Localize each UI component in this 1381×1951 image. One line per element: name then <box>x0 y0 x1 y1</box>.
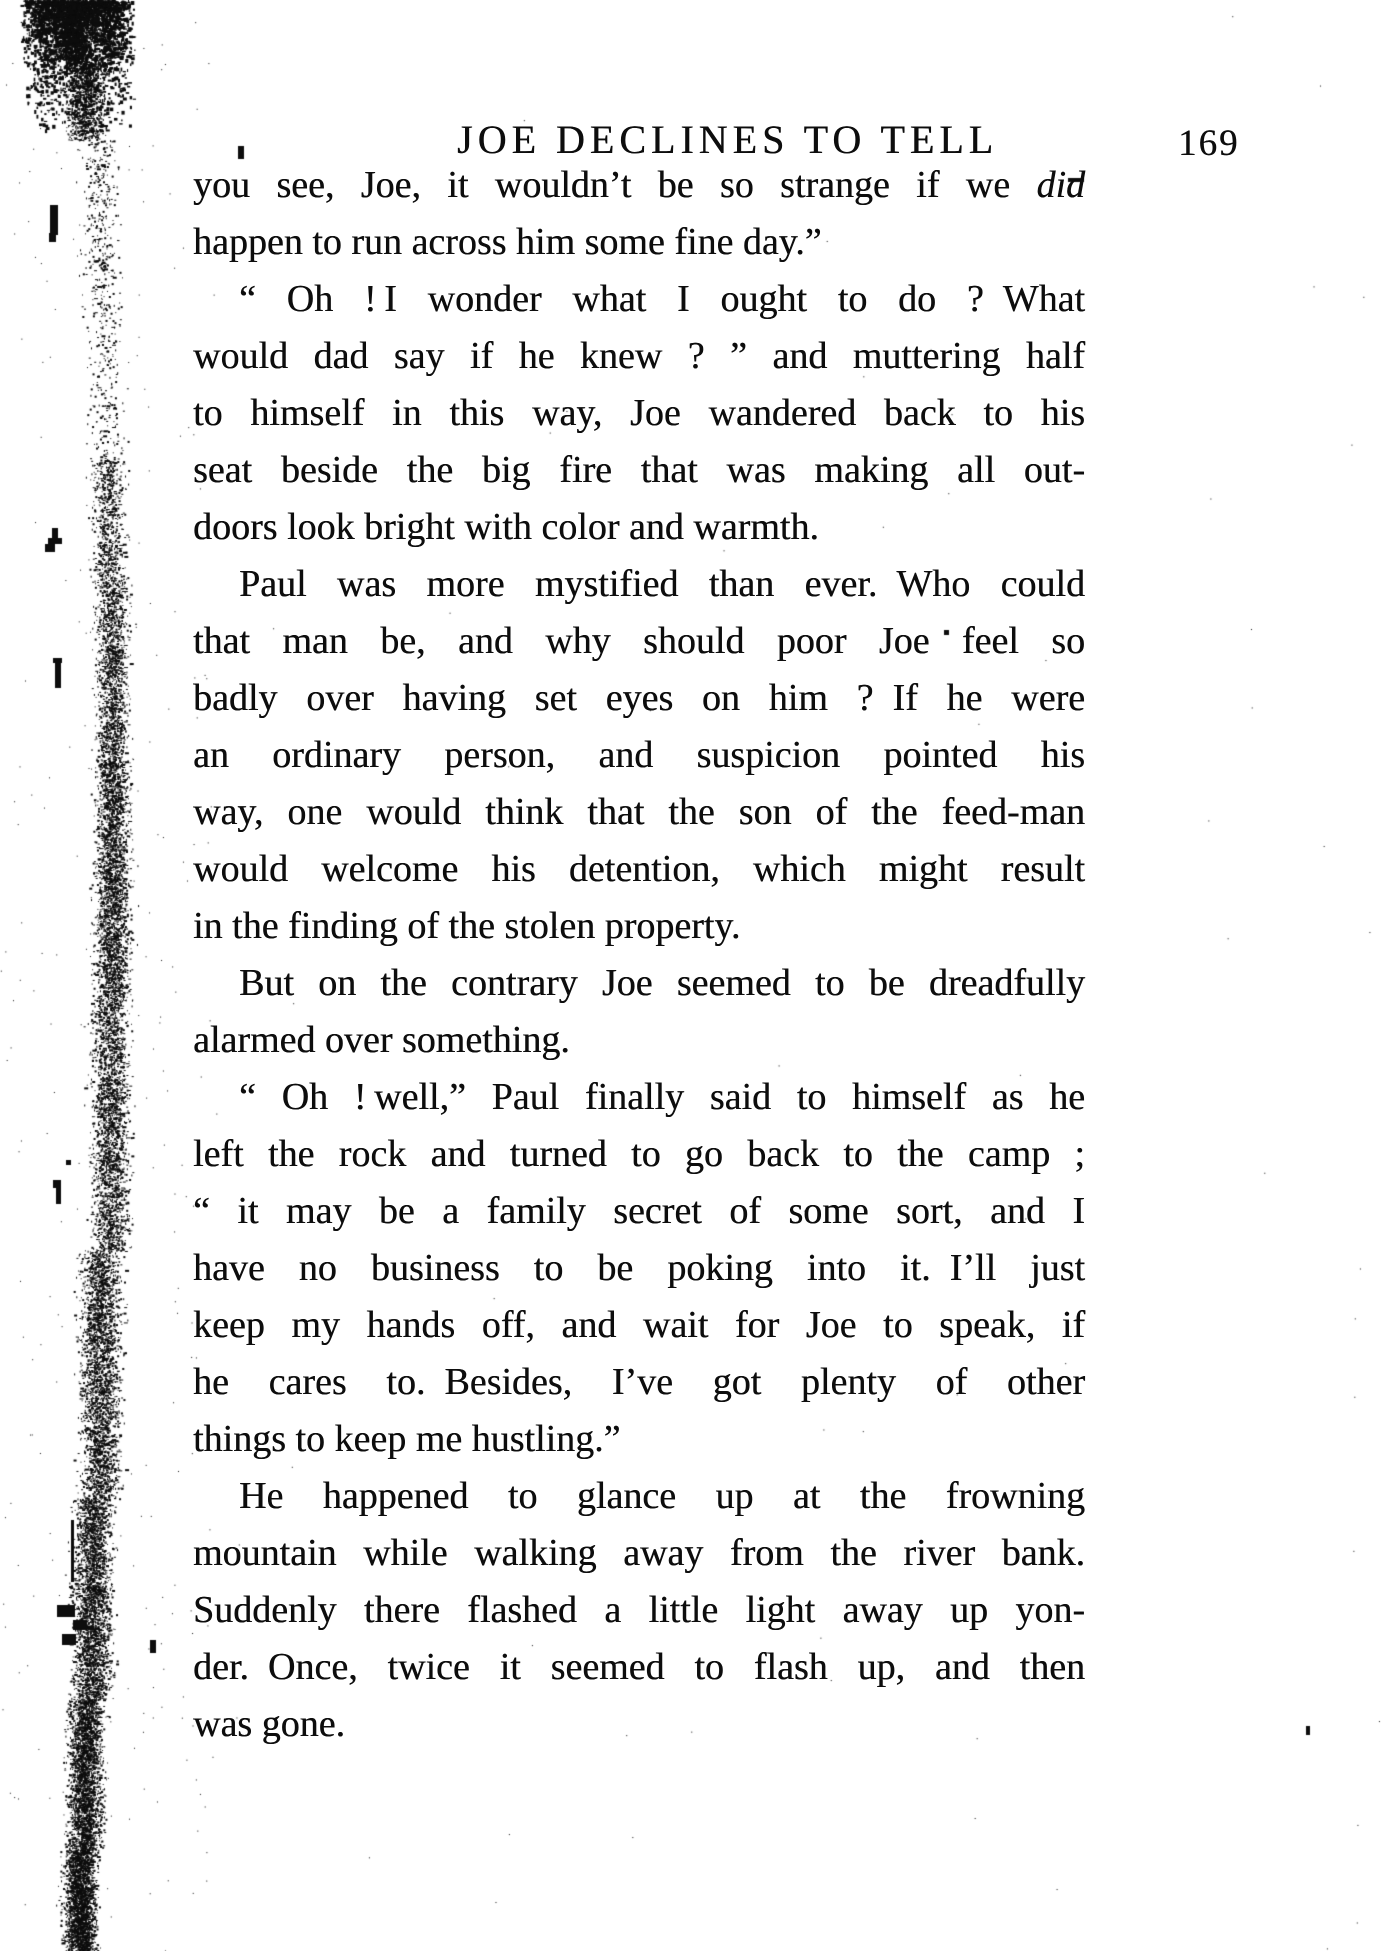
text-line <box>193 1240 1085 1297</box>
text-segment: was gone. <box>193 1703 345 1745</box>
text-segment: keep my hands off, and wait for Joe to speak, if <box>193 1304 1085 1346</box>
text-line <box>193 556 1085 613</box>
text-segment: der. Once, twice it seemed to flash up, and then <box>193 1646 1085 1688</box>
text-segment: He happened to glance up at the frowning <box>239 1475 1085 1517</box>
text-segment: to himself in this way, Joe wandered back to his <box>193 392 1085 434</box>
text-segment: “ Oh ! I wonder what I ought to do ? What <box>239 278 1085 320</box>
text-segment: doors look bright with color and warmth. <box>193 506 819 548</box>
text-segment: Suddenly there flashed a little light away up yon- <box>193 1589 1085 1631</box>
text-line <box>193 499 1085 556</box>
text-line <box>193 214 1085 271</box>
text-segment: you see, Joe, it wouldn’t be so strange if we <box>193 164 1037 206</box>
text-line <box>193 613 1085 670</box>
text-line <box>193 727 1085 784</box>
text-segment: badly over having set eyes on him ? If he were <box>193 677 1085 719</box>
text-segment: Paul was more mystified than ever. Who could <box>239 563 1085 605</box>
text-segment: things to keep me hustling.” <box>193 1418 621 1460</box>
text-line <box>193 1411 1085 1468</box>
text-line <box>193 1468 1085 1525</box>
text-segment: an ordinary person, and suspicion pointed his <box>193 734 1085 776</box>
text-segment: “ it may be a family secret of some sort, and I <box>193 1190 1085 1232</box>
text-line <box>193 1354 1085 1411</box>
text-line <box>193 1525 1085 1582</box>
text-line <box>193 442 1085 499</box>
text-line <box>193 1582 1085 1639</box>
text-segment: in the finding of the stolen property. <box>193 905 741 947</box>
text-segment: would welcome his detention, which might result <box>193 848 1085 890</box>
text-line <box>193 1069 1085 1126</box>
text-line <box>193 784 1085 841</box>
text-segment: But on the contrary Joe seemed to be dreadfully <box>239 962 1085 1004</box>
text-segment: that man be, and why should poor Joe feel so <box>193 620 1085 662</box>
text-segment: happen to run across him some fine day.” <box>193 221 822 263</box>
text-line <box>193 1639 1085 1696</box>
text-line <box>193 1012 1085 1069</box>
text-line <box>193 328 1085 385</box>
text-segment: left the rock and turned to go back to the camp ; <box>193 1133 1085 1175</box>
text-line <box>193 157 1085 214</box>
text-line <box>193 271 1085 328</box>
text-segment: he cares to. Besides, I’ve got plenty of other <box>193 1361 1085 1403</box>
page-number: 169 <box>1178 123 1240 164</box>
text-line <box>193 898 1085 955</box>
text-segment: seat beside the big fire that was making all out- <box>193 449 1085 491</box>
text-segment: mountain while walking away from the river bank. <box>193 1532 1085 1574</box>
text-line <box>193 955 1085 1012</box>
running-header-title: JOE DECLINES TO TELL <box>457 117 999 162</box>
text-line <box>193 1696 1085 1753</box>
text-line <box>193 1297 1085 1354</box>
text-segment: “ Oh ! well,” Paul finally said to himself as he <box>239 1076 1085 1118</box>
text-line <box>193 670 1085 727</box>
text-segment: have no business to be poking into it. I’ll just <box>193 1247 1085 1289</box>
text-line <box>193 385 1085 442</box>
text-segment: way, one would think that the son of the feed-man <box>193 791 1085 833</box>
text-segment: alarmed over something. <box>193 1019 570 1061</box>
text-line <box>193 1183 1085 1240</box>
text-segment: would dad say if he knew ? ” and muttering half <box>193 335 1085 377</box>
text-line <box>193 841 1085 898</box>
text-line <box>193 1126 1085 1183</box>
body-text <box>193 157 1085 1753</box>
italic-text: did <box>1036 164 1085 206</box>
